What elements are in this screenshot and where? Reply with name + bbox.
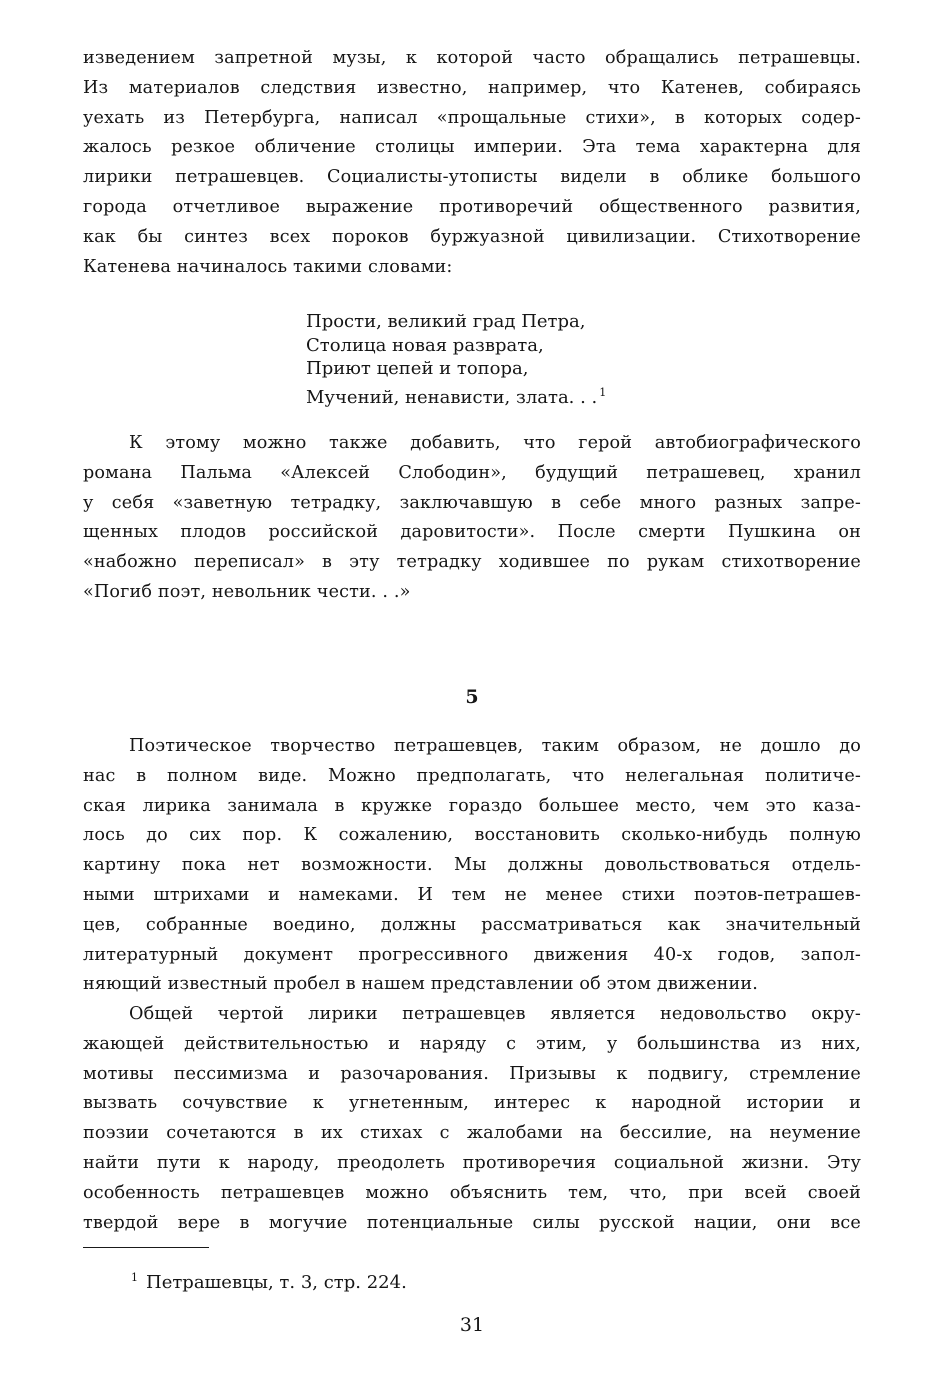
text-line: вызвать сочувствие к угнетенным, интерес к народной истории и [83, 1093, 861, 1114]
text-line: уехать из Петербурга, написал «прощальные стихи», в которых содер- [83, 107, 861, 128]
text-line: города отчетливое выражение противоречий общественного развития, [83, 196, 861, 217]
text-line: лирики петрашевцев. Социалисты-утописты видели в облике большого [83, 167, 861, 188]
text-line: как бы синтез всех пороков буржуазной цивилизации. Стихотворение [83, 226, 861, 247]
text-line: жающей действительностью и наряду с этим, у большинства из них, [83, 1033, 861, 1054]
text-line: романа Пальма «Алексей Слободин», будущий петрашевец, хранил [83, 462, 861, 483]
paragraph-2 [83, 429, 861, 608]
text-line: лось до сих пор. К сожалению, восстановить сколько-нибудь полную [83, 825, 861, 846]
poem-line-text: Мучений, ненависти, злата. . . [306, 386, 598, 408]
text-line: щенных плодов российской даровитости». После смерти Пушкина он [83, 522, 861, 543]
text-line: нас в полном виде. Можно предполагать, что нелегальная политиче- [83, 765, 861, 786]
footnote-divider [83, 1247, 209, 1248]
text-line: няющий известный пробел в нашем представлении об этом движении. [83, 974, 759, 995]
text-line: особенность петрашевцев можно объяснить тем, что, при всей своей [83, 1182, 861, 1203]
poem-line-last [306, 381, 607, 408]
text-line: ская лирика занимала в кружке гораздо большее место, чем это каза- [83, 795, 861, 816]
footnote [131, 1264, 407, 1297]
text-line: твердой вере в могучие потенциальные силы русской нации, они все [83, 1212, 861, 1233]
poem-line: Столица новая разврата, [306, 334, 544, 356]
poem-line: Приют цепей и топора, [306, 358, 529, 379]
text-line: мотивы пессимизма и разочарования. Призывы к подвигу, стремление [83, 1063, 861, 1084]
paragraph-3 [83, 732, 861, 1000]
poem-quote [306, 310, 607, 408]
main-text [83, 44, 861, 282]
text-line: Поэтическое творчество петрашевцев, таким образом, не дошло до [129, 736, 861, 756]
text-line: цев, собранные воедино, должны рассматриваться как значительный [83, 914, 861, 935]
text-line: жалось резкое обличение столицы империи. Эта тема характерна для [83, 137, 861, 158]
text-line: «Погиб поэт, невольник чести. . .» [83, 581, 411, 602]
text-line: ными штрихами и намеками. И тем не менее стихи поэтов-петрашев- [83, 884, 861, 905]
text-line: «набожно переписал» в эту тетрадку ходившее по рукам стихотворение [83, 552, 861, 573]
text-line: изведением запретной музы, к которой часто обращались петрашевцы. [83, 48, 861, 68]
text-line: у себя «заветную тетрадку, заключавшую в себе много разных запре- [83, 492, 861, 513]
page-number: 31 [459, 1314, 485, 1336]
text-line: К этому можно также добавить, что герой автобиографического [129, 433, 861, 453]
text-line: картину пока нет возможности. Мы должны довольствоваться отдель- [83, 855, 861, 876]
poem-line: Прости, великий град Петра, [306, 311, 586, 332]
section-number: 5 [465, 686, 479, 708]
text-line: Из материалов следствия известно, например, что Катенев, собираясь [83, 77, 861, 98]
paragraph-1 [83, 44, 861, 282]
footnote-text: Петрашевцы, т. 3, стр. 224. [146, 1272, 407, 1293]
text-line: найти пути к народу, преодолеть противоречия социальной жизни. Эту [83, 1152, 861, 1173]
text-line: Катенева начиналось такими словами: [83, 256, 453, 277]
text-line: поэзии сочетаются в их стихах с жалобами на бессилие, на неумение [83, 1123, 861, 1144]
text-line: литературный документ прогрессивного движения 40-х годов, запол- [83, 944, 861, 965]
footnote-mark: 1 [131, 1271, 138, 1284]
text-line: Общей чертой лирики петрашевцев является недовольство окру- [129, 1004, 861, 1024]
paragraph-4 [83, 1000, 861, 1238]
footnote-reference: 1 [599, 385, 607, 399]
